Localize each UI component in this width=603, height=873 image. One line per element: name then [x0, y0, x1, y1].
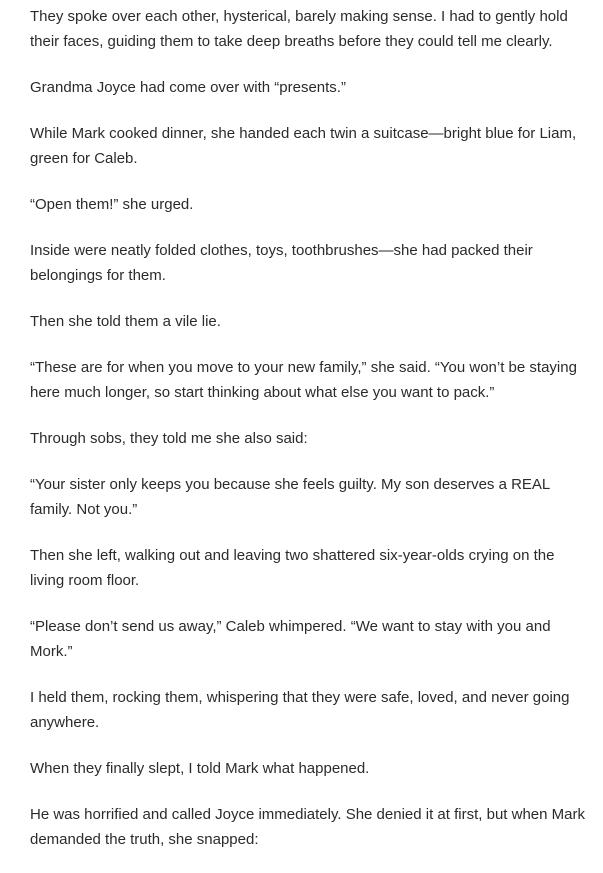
paragraph: “Your sister only keeps you because she feels guilty. My son deserves a REAL family. Not you.” — [30, 476, 550, 518]
paragraph: He was horrified and called Joyce immediately. She denied it at first, but when Mark demanded the truth, she snapped: — [30, 806, 585, 848]
paragraph: “Open them!” she urged. — [30, 196, 194, 213]
paragraph: Through sobs, they told me she also said: — [30, 430, 308, 447]
paragraph: They spoke over each other, hysterical, barely making sense. I had to gently hold their faces, guiding them to take deep breaths before they could tell me clearly. — [30, 8, 568, 50]
paragraph: Then she told them a vile lie. — [30, 313, 221, 330]
paragraph: “These are for when you move to your new family,” she said. “You won’t be staying here much longer, so start thinking about what else you want to pack.” — [30, 359, 577, 401]
paragraph: While Mark cooked dinner, she handed each twin a suitcase—bright blue for Liam, green for Caleb. — [30, 125, 577, 167]
paragraph: “Please don’t send us away,” Caleb whimpered. “We want to stay with you and Mork.” — [30, 618, 551, 660]
paragraph: When they finally slept, I told Mark what happened. — [30, 760, 370, 777]
article-body — [30, 4, 590, 873]
paragraph: Grandma Joyce had come over with “presents.” — [30, 79, 346, 96]
paragraph: Inside were neatly folded clothes, toys, toothbrushes—she had packed their belongings for them. — [30, 242, 533, 284]
paragraph: Then she left, walking out and leaving two shattered six-year-olds crying on the living room floor. — [30, 547, 555, 589]
paragraph: I held them, rocking them, whispering that they were safe, loved, and never going anywhere. — [30, 689, 570, 731]
